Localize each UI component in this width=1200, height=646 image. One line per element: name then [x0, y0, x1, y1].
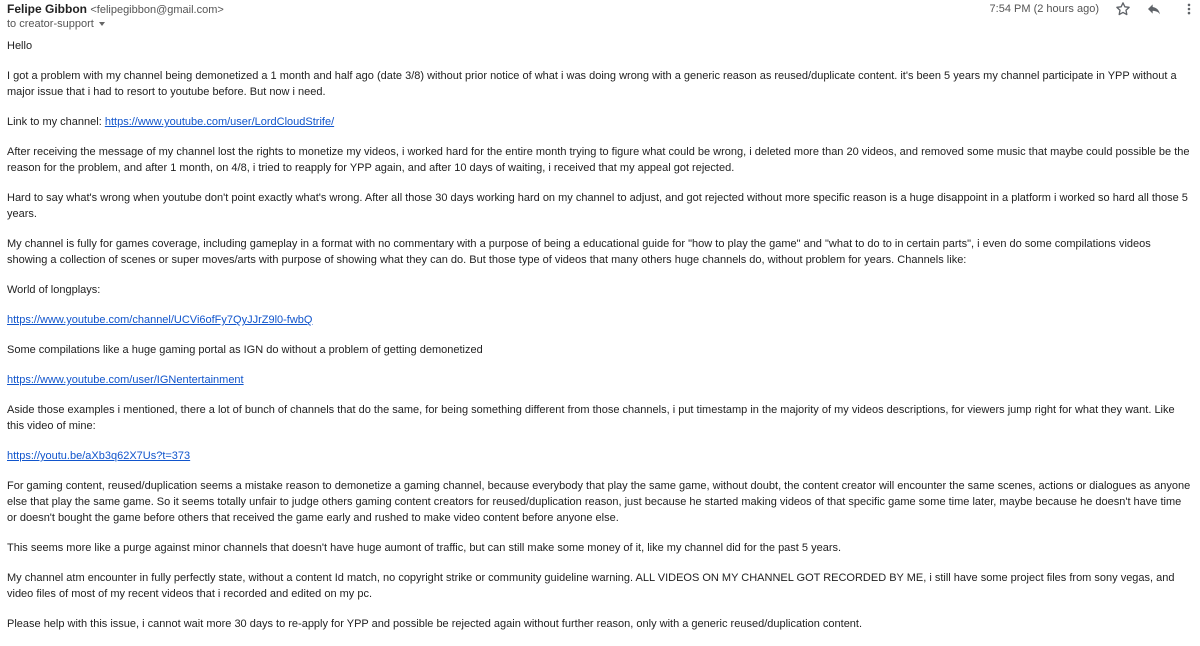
sender-email: <felipegibbon@gmail.com>	[90, 4, 224, 16]
channel-link-line	[7, 114, 1193, 130]
more-vert-icon[interactable]	[1182, 1, 1196, 17]
paragraph-gaming-content: For gaming content, reused/duplication seems a mistake reason to demonetize a gaming channel, because everybody that play the same game, without doubt, the content creator will encounter the same scenes, actions or dialogues as anyone else that play the same game. So it seems totally unfair to judge others gaming content creators for reused/duplication reason, just because he started making videos of that specific game some time later, maybe because he doesn't have time or doesn't bought the game before others that received the game early and rushed to make video content before anyone else.	[7, 480, 1191, 524]
paragraph-actions: After receiving the message of my channel lost the rights to monetize my videos, i worked hard for the entire month trying to figure what could be wrong, i deleted more than 20 videos, and removed some music that maybe could possible be the reason for the problem, and after 1 month, on 4/8, i tried to reapply for YPP again, and after 10 days of waiting, i received that my appeal got rejected.	[7, 146, 1190, 174]
paragraph-purge: This seems more like a purge against minor channels that doesn't have huge aumont of traffic, but can still make some money of it, like my channel did for the past 5 years.	[7, 542, 842, 554]
recipient-label: to creator-support	[7, 18, 94, 30]
paragraph-problem: I got a problem with my channel being demonetized a 1 month and half ago (date 3/8) without prior notice of what i was doing wrong with a generic reason as reused/duplicate content. it's been 5 years my channel participate in YPP without a major issue that i had to resort to youtube before. But now i need.	[7, 70, 1177, 98]
paragraph-ign: Some compilations like a huge gaming portal as IGN do without a problem of getting demonetized	[7, 344, 483, 356]
paragraph-disappointment: Hard to say what's wrong when youtube don't point exactly what's wrong. After all those 30 days working hard on my channel to adjust, and got rejected without more specific reason is a huge disappoint in a platform i worked so hard all those 5 years.	[7, 192, 1188, 220]
message-header	[0, 0, 1200, 36]
greeting: Hello	[7, 40, 33, 52]
video-link[interactable]: https://youtu.be/aXb3q62X7Us?t=373	[7, 450, 191, 462]
message-timestamp: 7:54 PM (2 hours ago)	[989, 3, 1099, 15]
link-line-video	[7, 448, 1193, 464]
link-line-longplays	[7, 312, 1193, 328]
channel-link[interactable]: https://www.youtube.com/user/LordCloudStrife/	[104, 116, 335, 128]
star-icon[interactable]	[1115, 1, 1131, 17]
longplays-link[interactable]: https://www.youtube.com/channel/UCVi6ofFy7QyJJrZ9l0-fwbQ	[7, 314, 313, 326]
reply-icon[interactable]	[1146, 1, 1162, 17]
recipient-line	[7, 18, 105, 31]
paragraph-world-of-longplays: World of longplays:	[7, 284, 101, 296]
paragraph-timestamps: Aside those examples i mentioned, there a lot of bunch of channels that do the same, for being something different from those channels, i put timestamp in the majority of my videos descriptions, for viewers jump right for what they want. Like this video of mine:	[7, 404, 1175, 432]
sender-line	[7, 2, 224, 17]
paragraph-request: Please help with this issue, i cannot wait more 30 days to re-apply for YPP and possible be rejected again without further reason, only with a generic reused/duplication content.	[7, 618, 863, 630]
link-line-ign	[7, 372, 1193, 388]
sender-name[interactable]: Felipe Gibbon	[7, 2, 87, 16]
chevron-down-icon[interactable]	[99, 22, 105, 26]
channel-link-label: Link to my channel:	[7, 116, 105, 128]
message-body	[7, 38, 1193, 646]
ign-link[interactable]: https://www.youtube.com/user/IGNentertainment	[7, 374, 244, 386]
paragraph-channel-state: My channel atm encounter in fully perfectly state, without a content Id match, no copyright strike or community guideline warning. ALL VIDEOS ON MY CHANNEL GOT RECORDED BY ME, i still have some project files from sony vegas, and video files of most of my recent videos that i recorded and edited on my pc.	[7, 572, 1175, 600]
paragraph-content: My channel is fully for games coverage, including gameplay in a format with no commentary with a purpose of being a educational guide for "how to play the game" and "what to do to in certain parts", i even do some compilations videos showing a collection of scenes or super moves/arts with purpose of showing what they can do. But those type of videos that many others huge channels do, without problem for years. Channels like:	[7, 238, 1151, 266]
